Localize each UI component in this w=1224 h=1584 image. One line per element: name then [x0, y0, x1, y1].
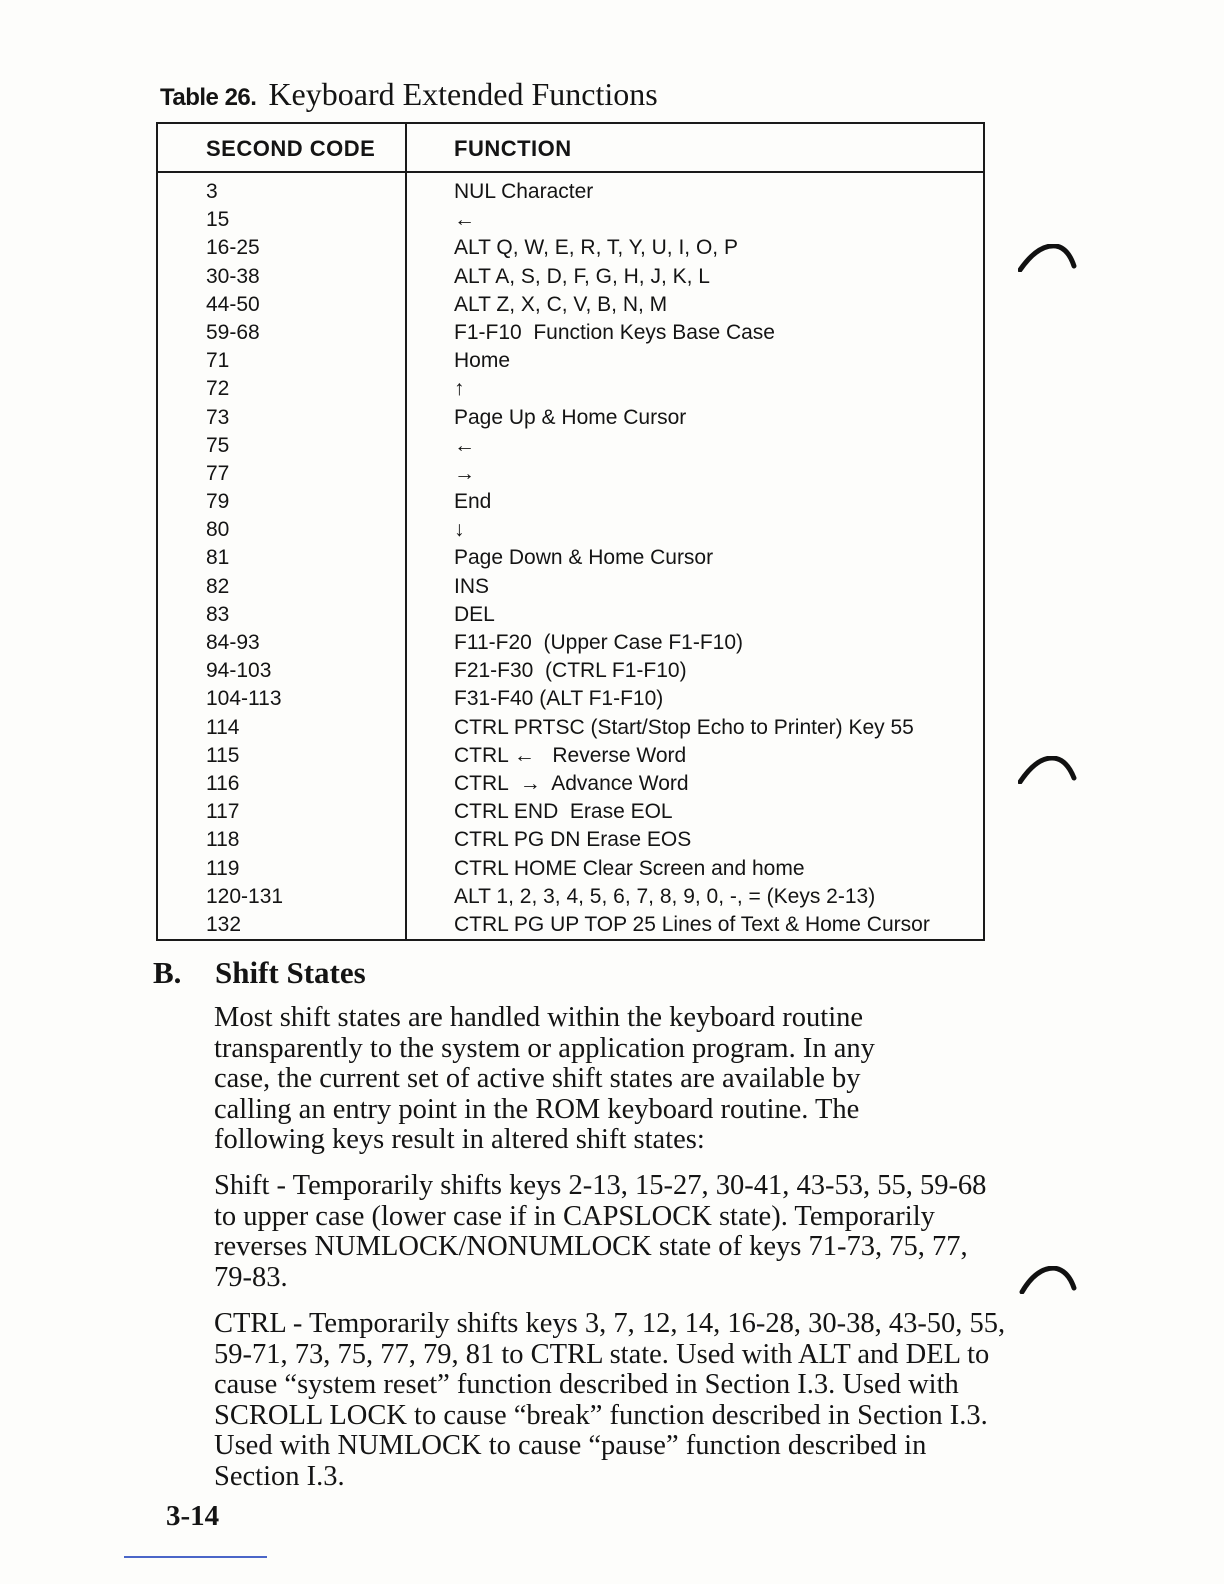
function-cell: ↓: [454, 518, 465, 542]
function-cell: CTRL ← Reverse Word: [454, 743, 687, 767]
second-code-cell: 115: [206, 743, 240, 767]
table-label: Table 26.: [160, 84, 257, 111]
table-caption: [160, 76, 658, 113]
section-number: B.: [153, 955, 182, 990]
second-code-cell: 94-103: [206, 659, 272, 683]
paragraph-intro: Most shift states are handled within the keyboard routine transparently to the system or application program. In any case, the current set of active shift states are available by calling an entry point in the ROM keyboard routine. The following keys result in altered shift states:: [214, 1002, 875, 1155]
header-divider: [158, 171, 983, 173]
table-row: [158, 208, 983, 236]
second-code-cell: 83: [206, 602, 230, 626]
bottom-rule: [124, 1556, 267, 1558]
table-row: [158, 321, 983, 349]
function-cell: ↑: [454, 377, 465, 401]
table-row: [158, 236, 983, 264]
second-code-cell: 59-68: [206, 320, 260, 344]
function-cell: End: [454, 490, 492, 514]
function-cell: Home: [454, 349, 511, 373]
table-row: [158, 490, 983, 518]
function-cell: NUL Character: [454, 180, 594, 203]
second-code-cell: 75: [206, 433, 230, 457]
second-code-cell: 116: [206, 771, 240, 795]
second-code-cell: 79: [206, 490, 230, 514]
second-code-cell: 72: [206, 377, 230, 401]
table-title: Keyboard Extended Functions: [268, 76, 658, 112]
binder-hole-mark-icon: [1018, 1266, 1078, 1294]
header-second-code: SECOND CODE: [206, 136, 376, 161]
function-cell: F21-F30 (CTRL F1-F10): [454, 659, 687, 683]
function-cell: F11-F20 (Upper Case F1-F10): [454, 631, 744, 654]
function-cell: ALT Q, W, E, R, T, Y, U, I, O, P: [454, 236, 738, 260]
table-row: [158, 659, 983, 687]
second-code-cell: 132: [206, 912, 242, 936]
function-cell: →: [454, 461, 475, 485]
table-row: [158, 603, 983, 631]
function-cell: ALT A, S, D, F, G, H, J, K, L: [454, 264, 710, 288]
section-title: Shift States: [215, 955, 366, 990]
function-cell: CTRL PG UP TOP 25 Lines of Text & Home Cursor: [454, 912, 930, 936]
table-row: [158, 180, 983, 208]
second-code-cell: 77: [206, 461, 230, 485]
second-code-cell: 30-38: [206, 264, 260, 288]
table-row: [158, 800, 983, 828]
table-row: [158, 828, 983, 856]
section-heading: [153, 955, 366, 991]
table-row: [158, 462, 983, 490]
second-code-cell: 118: [206, 828, 240, 852]
function-cell: CTRL → Advance Word: [454, 771, 689, 795]
function-cell: INS: [454, 574, 490, 598]
function-cell: F31-F40 (ALT F1-F10): [454, 687, 664, 711]
table-row: [158, 293, 983, 321]
second-code-cell: 44-50: [206, 292, 260, 316]
function-cell: DEL: [454, 602, 495, 626]
second-code-cell: 114: [206, 715, 240, 739]
table-body: [158, 180, 983, 941]
function-cell: ←: [454, 208, 475, 232]
table-row: [158, 631, 983, 659]
function-cell: CTRL PRTSC (Start/Stop Echo to Printer) Key 55: [454, 715, 914, 739]
table-row: [158, 885, 983, 913]
table-row: [158, 265, 983, 293]
function-cell: ALT 1, 2, 3, 4, 5, 6, 7, 8, 9, 0, -, = (Keys 2-13): [454, 884, 876, 908]
table-row: [158, 716, 983, 744]
second-code-cell: 120-131: [206, 884, 284, 908]
table-row: [158, 857, 983, 885]
function-cell: F1-F10 Function Keys Base Case: [454, 320, 775, 344]
function-cell: ALT Z, X, C, V, B, N, M: [454, 292, 668, 316]
table-row: [158, 687, 983, 715]
second-code-cell: 80: [206, 518, 230, 542]
function-cell: CTRL HOME Clear Screen and home: [454, 856, 805, 880]
table-row: [158, 913, 983, 941]
table-row: [158, 546, 983, 574]
second-code-cell: 73: [206, 405, 230, 429]
second-code-cell: 104-113: [206, 687, 282, 711]
table-row: [158, 772, 983, 800]
function-cell: CTRL END Erase EOL: [454, 800, 673, 824]
second-code-cell: 119: [206, 856, 240, 880]
function-cell: ←: [454, 433, 475, 457]
function-cell: CTRL PG DN Erase EOS: [454, 828, 692, 852]
function-cell: Page Down & Home Cursor: [454, 546, 714, 570]
table-row: [158, 744, 983, 772]
function-cell: Page Up & Home Cursor: [454, 405, 687, 429]
table-row: [158, 406, 983, 434]
keyboard-extended-functions-table: [156, 122, 985, 941]
binder-hole-mark-icon: [1018, 756, 1078, 784]
header-function: FUNCTION: [454, 136, 572, 161]
table-row: [158, 377, 983, 405]
second-code-cell: 15: [206, 208, 230, 232]
paragraph-ctrl: CTRL - Temporarily shifts keys 3, 7, 12, 14, 16-28, 30-38, 43-50, 55, 59-71, 73, 75, 77, 79, 81 to CTRL state. Used with ALT and DEL to cause “system reset” function described in Section I.3. Used with SCROLL LOCK to cause “break” function described in Section I.3. Used with NUMLOCK to cause “pause” function described in Section I.3.: [214, 1308, 1006, 1492]
second-code-cell: 71: [206, 349, 230, 373]
table-row: [158, 434, 983, 462]
paragraph-shift: Shift - Temporarily shifts keys 2-13, 15-27, 30-41, 43-53, 55, 59-68 to upper case (lower case if in CAPSLOCK state). Temporarily reverses NUMLOCK/NONUMLOCK state of keys 71-73, 75, 77, 79-83.: [214, 1170, 987, 1293]
second-code-cell: 81: [206, 546, 230, 570]
second-code-cell: 84-93: [206, 631, 260, 654]
second-code-cell: 3: [206, 180, 218, 203]
page-number: 3-14: [166, 1500, 220, 1532]
table-row: [158, 575, 983, 603]
second-code-cell: 82: [206, 574, 230, 598]
binder-hole-mark-icon: [1018, 244, 1078, 272]
second-code-cell: 117: [206, 800, 240, 824]
table-row: [158, 349, 983, 377]
table-row: [158, 518, 983, 546]
second-code-cell: 16-25: [206, 236, 260, 260]
